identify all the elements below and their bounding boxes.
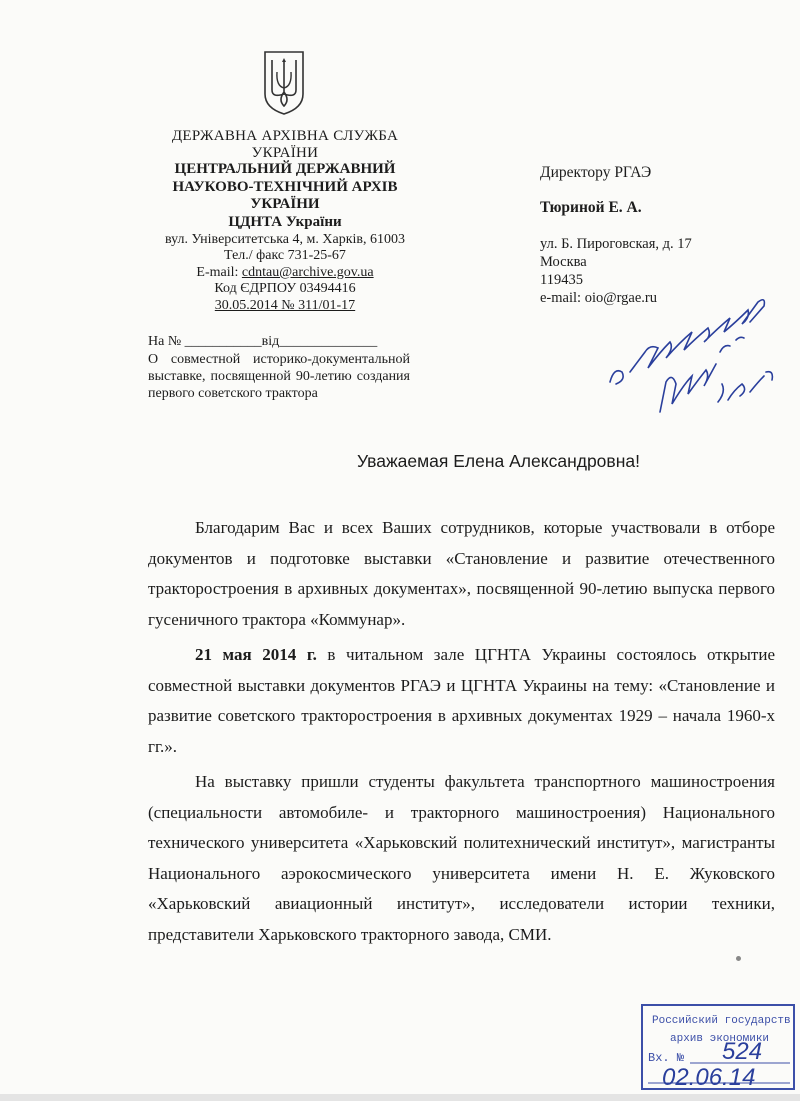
archive-abbr: ЦДНТА України	[228, 213, 342, 230]
incoming-stamp	[640, 1003, 798, 1095]
coat-of-arms-icon	[262, 50, 306, 116]
recipient-email: e-mail: oio@rgae.ru	[540, 290, 657, 306]
paper-speck	[736, 956, 741, 961]
reply-reference: На № ___________від______________	[148, 334, 378, 349]
sender-email: cdntau@archive.gov.ua	[241, 264, 374, 280]
recipient-zip: 119435	[540, 272, 583, 288]
email-label: E-mail:	[196, 264, 242, 280]
stamp-number-label: Вх. №	[648, 1051, 685, 1065]
service-name-2: УКРАЇНИ	[251, 144, 319, 161]
recipient-city: Москва	[540, 254, 587, 270]
sender-block	[140, 128, 430, 315]
event-date: 21 мая 2014 г.	[195, 645, 317, 664]
recipient-name: Тюриной Е. А.	[540, 199, 642, 216]
sender-code: Код ЄДРПОУ 03494416	[214, 281, 356, 297]
paragraph-1: Благодарим Вас и всех Ваших сотрудников, которые участвовали в отборе документов и подготовке выставки «Становление и развитие отечественного тракторостроения в архивных документах», посвященной 90-летию выпуска первого гусеничного трактора «Коммунар».	[148, 518, 775, 629]
archive-name-3: УКРАЇНИ	[250, 196, 320, 213]
sender-email-line	[140, 265, 430, 282]
sender-phone: Тел./ факс 731-25-67	[224, 248, 346, 264]
stamp-number: 524	[722, 1038, 763, 1065]
service-name: ДЕРЖАВНА АРХІВНА СЛУЖБА	[171, 128, 399, 144]
handwritten-resolution	[600, 272, 800, 432]
archive-name-2: НАУКОВО-ТЕХНІЧНИЙ АРХІВ	[172, 178, 398, 195]
scan-edge	[0, 1094, 800, 1101]
paragraph-3: На выставку пришли студенты факультета транспортного машиностроения (специальности автомобиле- и тракторного машиностроения) Национального технического университета «Харьковский политехнический институт», магистранты Национального аэрокосмического университета имени Н. Е. Жуковского «Харьковский авиационный институт», исследователи истории техники, представители Харьковского тракторного завода, СМИ.	[148, 772, 775, 944]
outgoing-number: 30.05.2014 № 311/01-17	[214, 297, 356, 313]
stamp-line-2: архив экономики	[670, 1033, 770, 1045]
stamp-line-1: Российский государств.	[652, 1015, 798, 1027]
archive-name-1: ЦЕНТРАЛЬНИЙ ДЕРЖАВНИЙ	[174, 161, 396, 178]
stamp-date: 02.06.14	[662, 1064, 756, 1091]
sender-address: вул. Університетська 4, м. Харків, 61003	[164, 231, 406, 247]
paragraph-2	[148, 640, 775, 762]
greeting: Уважаемая Елена Александровна!	[357, 451, 640, 471]
recipient-street: ул. Б. Пироговская, д. 17	[540, 236, 692, 252]
paragraph-2-text: в читальном зале ЦГНТА Украины состоялось открытие совместной выставки документов РГАЭ и ЦГНТА Украины на тему: «Становление и развитие советского тракторостроения в архивных документах 1929 – начала 1960-х гг.».	[148, 645, 775, 756]
letter-subject: О совместной историко-документальной выставке, посвященной 90-летию создания первого советского трактора	[148, 352, 410, 401]
letter-body	[148, 513, 775, 955]
recipient-title: Директору РГАЭ	[540, 164, 652, 181]
